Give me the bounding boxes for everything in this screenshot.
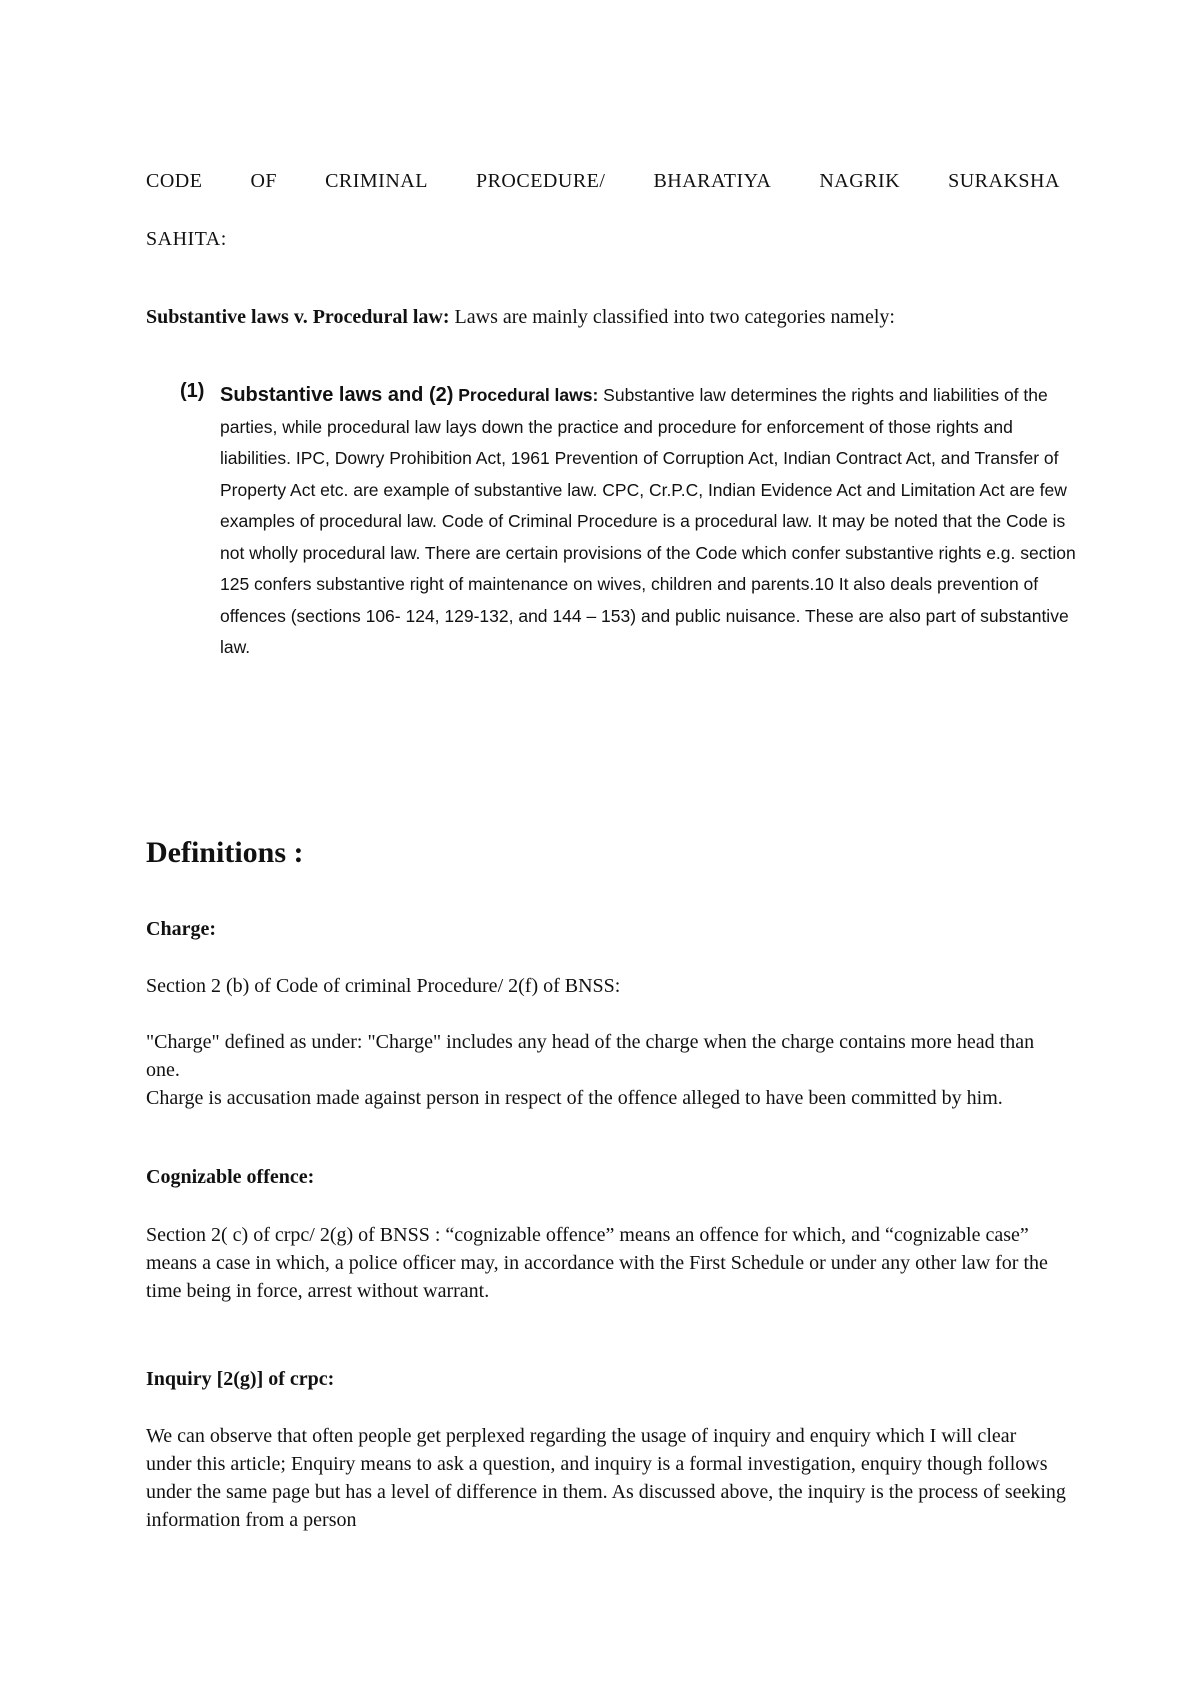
intro-text: Laws are mainly classified into two categories namely:	[449, 306, 895, 328]
cognizable-text: Section 2( c) of crpc/ 2(g) of BNSS : “cognizable offence” means an offence for which, and “cognizable case” means a case in which, a police officer may, in accordance with the First Schedule or under any other law for the time being in force, arrest without warrant.	[146, 1224, 1048, 1302]
cognizable-heading: Cognizable offence:	[146, 1166, 315, 1188]
inquiry-heading: Inquiry [2(g)] of crpc:	[146, 1368, 335, 1390]
title-word: CRIMINAL	[325, 170, 428, 192]
charge-heading: Charge:	[146, 918, 216, 940]
title-word: OF	[250, 170, 278, 192]
document-title-line2: SAHITA:	[146, 228, 227, 250]
title-word: SURAKSHA	[948, 170, 1060, 192]
list-number: (1)	[180, 380, 205, 402]
title-word: CODE	[146, 170, 203, 192]
charge-section: Section 2 (b) of Code of criminal Procedure/ 2(f) of BNSS:	[146, 975, 621, 997]
list-item-text	[220, 380, 1080, 664]
intro-bold: Substantive laws v. Procedural law:	[146, 306, 450, 328]
charge-line2: Charge is accusation made against person in respect of the offence alleged to have been committed by him.	[146, 1087, 1003, 1109]
list-lead-procedural: Procedural laws:	[453, 385, 599, 405]
charge-line1: "Charge" defined as under: "Charge" includes any head of the charge when the charge contains more head than one.	[146, 1031, 1035, 1081]
list-item	[180, 380, 1080, 664]
list-lead-substantive: Substantive laws and (2)	[220, 384, 454, 406]
intro-paragraph	[146, 306, 1076, 329]
title-word: NAGRIK	[819, 170, 901, 192]
document-title-line1	[146, 170, 1060, 193]
title-word: PROCEDURE/	[475, 170, 606, 192]
definitions-heading: Definitions :	[146, 836, 304, 869]
charge-definition	[146, 1028, 1066, 1112]
inquiry-text: We can observe that often people get perplexed regarding the usage of inquiry and enquiry which I will clear under this article; Enquiry means to ask a question, and inquiry is a formal investigation, enquiry though follows under the same page but has a level of difference in them. As discussed above, the inquiry is the process of seeking information from a person	[146, 1425, 1066, 1531]
list-body: Substantive law determines the rights and liabilities of the parties, while procedural law lays down the practice and procedure for enforcement of those rights and liabilities. IPC, Dowry Prohibition Act, 1961 Prevention of Corruption Act, Indian Contract Act, and Transfer of Property Act etc. are example of substantive law. CPC, Cr.P.C, Indian Evidence Act and Limitation Act are few examples of procedural law. Code of Criminal Procedure is a procedural law. It may be noted that the Code is not wholly procedural law. There are certain provisions of the Code which confer substantive rights e.g. section 125 confers substantive right of maintenance on wives, children and parents.10 It also deals prevention of offences (sections 106- 124, 129-132, and 144 – 153) and public nuisance. These are also part of substantive law.	[220, 385, 1076, 657]
title-word: BHARATIYA	[653, 170, 772, 192]
